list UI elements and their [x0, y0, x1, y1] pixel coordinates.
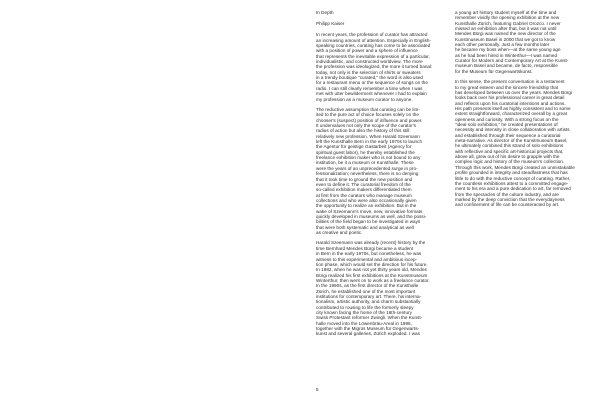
right-column — [455, 0, 591, 208]
section-label: In Depth — [316, 10, 334, 15]
author-name: Philipp Kaiser — [316, 20, 345, 26]
paragraph: In recent years, the profession of curator has attracted an increasing amount of attention. Especially in English- speaking countries, curating has come to be associated with a position of power and a sphere of influence that represents the inevitable expression of a particular, individualistic, and constructed worldview. The more the profession was ideologized, the more it turned banal: today, not only is the selection of shirts or sweaters in a trendy boutique "curated," the word is also used for a restaurant menu or the sequence of songs on the radio. I can still clearly remember a time when I was met with utter bewilderment whenever I had to explain my profession as a museum curator to anyone. — [316, 32, 433, 102]
paragraph: Harald Szeemann was already (recent) history by the time Bernhard Mendes Bürgi became a student in Bern in the early 1970s, but nonetheless, he was witness to this experimental and ambitious incep- tion phase, which would set the direction for his future. In 1982, when he was not yet thirty years old, Mendes Bürgi realized his first exhibitions at the Kunstmuseum Winterthur, then went on to work as a freelance curator. In the 1990s, as the first director of the Kunsthalle Zürich, he established one of the most important institutions for contemporary art. There, his interna- tionalism, artistic authority, and charm substantially contributed to rousing to life the formerly sleepy city known facing the home of the 16th-century Swiss Protestant reformer Zwingli. When the Kunst- halle moved into the Löwenbräu-Areal in 1996, together with the Migros Museum für Gegenwarts- kunst and several galleries, Zürich exploded. I was — [316, 240, 430, 337]
article-header — [316, 10, 446, 26]
paragraph: The reductive assumption that curating can be lim- ited to the pure act of choice focuses solely on the chooser's (suspect) position of influence and power. It undervalues not only the scope of the curator's radius of action but also the history of this still relatively new profession. When Harald Szeemann left the Kunsthalle Bern in the early 1970s to launch the Agentur für geistige Gastarbeit (Agency for spiritual guest labor), he thereby established the freelance exhibition maker who is not bound to any institution, be it a museum or Kunsthalle. These were the years of an unprecedented surge in pro- fessionalization; nevertheless, there is no denying that it took time to ground the new position and even to define it. The curatorial freedom of the so-called exhibition makers differentiated them at first from the curators who manage museum collections and who were also occasionally given the opportunity to realize an exhibition. But in the wake of Szeemann's move, new, innovative formats quickly developed in museums as well, and the possi- bilities of the field began to be investigated in ways that were both systematic and analytical as well as creative and poetic. — [316, 107, 427, 235]
paragraph: a young art history student myself at the time and remember vividly the opening exhibition at the new Kunsthalle Zürich, featuring Gabriel Orozco. I never missed an exhibition after that, but it was not until Mendes Bürgi was named the new director of the Kunstmuseum Basel in 2000 that we got to know each other personally. Just a few months later he became my boss when—at the same young age as he had been hired in Winterthur—I was named Curator for Modern and Contemporary Art at the Kunst- museum Basel and became, de facto, responsible for the Museum für Gegenwartskunst. — [455, 10, 569, 74]
left-column — [316, 0, 446, 337]
page-number: 5 — [316, 387, 319, 392]
paragraph: In this sense, the present conversation is a testament to my great esteem and the sincere friendship that has developed between us over the years. Mendes Bürgi looks back over his professional career in great detail and reflects upon his curatorial intentions and actions. His path presents itself as highly consistent and to some extent straightforward, characterized overall by a great openness and curiosity. With a strong focus on the "ideal solo exhibition," he created presentations of necessity and intensity in close collaboration with artists and established through their sequence a curatorial meta-narrative. As director of the Kunstmuseum Basel, he ultimately combined this strand of solo exhibitions with reflective and specific art-historical projects that, above all, grew out of his desire to grapple with the complex logic and history of the museum's collection. Through this work, Mendes Bürgi created an unmistakable profile grounded in integrity and steadfastness that has little to do with the reductive concept of curating. Rather, the countless exhibitions attest to a committed engage- ment to his era and a pure dedication to art, far removed from the spectacles of the culture industry, and are marked by the deep conviction that the everydayness and confinement of life can be counteracted by art. — [455, 79, 575, 208]
